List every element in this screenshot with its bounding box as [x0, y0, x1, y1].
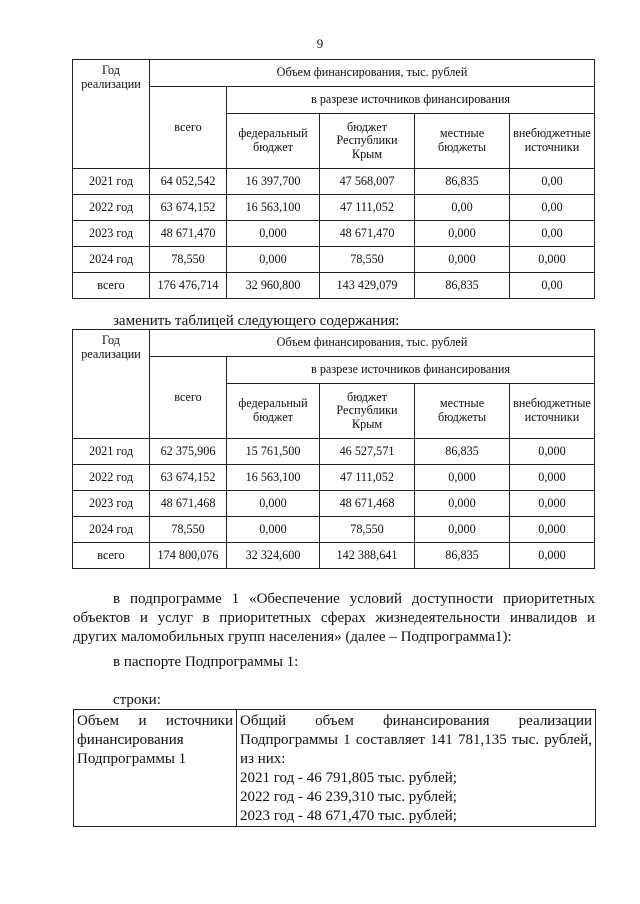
cell-total: 63 674,152 — [150, 465, 227, 491]
cell-local: 0,000 — [415, 221, 510, 247]
cell-crimea: 143 429,079 — [320, 273, 415, 299]
header-crimea: бюджет Республики Крым — [320, 114, 415, 169]
replace-instruction: заменить таблицей следующего содержания: — [113, 313, 400, 329]
cell-year: всего — [73, 273, 150, 299]
cell-crimea: 47 111,052 — [320, 195, 415, 221]
cell-federal: 32 960,800 — [227, 273, 320, 299]
header-total: всего — [150, 87, 227, 169]
table-row — [73, 195, 595, 221]
header-offbudget: внебюджетные источники — [510, 384, 595, 439]
cell-offbudget: 0,00 — [510, 273, 595, 299]
cell-local: 86,835 — [415, 273, 510, 299]
passport-heading: в паспорте Подпрограммы 1: — [113, 654, 299, 670]
subprogram-paragraph — [73, 590, 595, 647]
header-funding-volume: Объем финансирования, тыс. рублей — [150, 330, 595, 357]
cell-local: 86,835 — [415, 169, 510, 195]
header-year: Год реализации — [73, 60, 150, 169]
funding-table-old — [72, 59, 595, 299]
header-local: местные бюджеты — [415, 114, 510, 169]
cell-local: 86,835 — [415, 543, 510, 569]
passport-label-line: Объем и источники — [77, 713, 233, 729]
cell-federal: 0,000 — [227, 247, 320, 273]
cell-total: 78,550 — [150, 247, 227, 273]
cell-year: всего — [73, 543, 150, 569]
passport-value-cell — [237, 710, 596, 827]
table-row — [73, 517, 595, 543]
header-federal: федеральный бюджет — [227, 114, 320, 169]
cell-local: 0,000 — [415, 465, 510, 491]
cell-local: 0,000 — [415, 247, 510, 273]
cell-year: 2022 год — [73, 195, 150, 221]
table-row — [73, 491, 595, 517]
passport-label-cell — [74, 710, 237, 827]
passport-value-line: 2022 год - 46 239,310 тыс. рублей; — [240, 789, 457, 805]
table-row — [73, 439, 595, 465]
cell-total: 64 052,542 — [150, 169, 227, 195]
cell-federal: 15 761,500 — [227, 439, 320, 465]
cell-offbudget: 0,000 — [510, 465, 595, 491]
cell-year: 2023 год — [73, 491, 150, 517]
passport-value-line: 2021 год - 46 791,805 тыс. рублей; — [240, 770, 457, 786]
table-row — [73, 465, 595, 491]
header-local: местные бюджеты — [415, 384, 510, 439]
cell-crimea: 47 568,007 — [320, 169, 415, 195]
cell-offbudget: 0,000 — [510, 439, 595, 465]
cell-federal: 0,000 — [227, 221, 320, 247]
cell-offbudget: 0,000 — [510, 517, 595, 543]
header-offbudget: внебюджетные источники — [510, 114, 595, 169]
table-row — [73, 273, 595, 299]
passport-value-line: 2023 год - 48 671,470 тыс. рублей; — [240, 808, 457, 824]
cell-year: 2021 год — [73, 169, 150, 195]
subprogram-line: объектов и услуг в приоритетных сферах жизнедеятельности инвалидов и — [73, 610, 595, 626]
cell-offbudget: 0,000 — [510, 491, 595, 517]
cell-year: 2023 год — [73, 221, 150, 247]
cell-total: 62 375,906 — [150, 439, 227, 465]
cell-federal: 0,000 — [227, 491, 320, 517]
cell-year: 2021 год — [73, 439, 150, 465]
cell-crimea: 142 388,641 — [320, 543, 415, 569]
cell-local: 0,000 — [415, 517, 510, 543]
passport-value-line: из них: — [240, 751, 286, 767]
cell-year: 2024 год — [73, 247, 150, 273]
cell-crimea: 48 671,470 — [320, 221, 415, 247]
passport-label-line: финансирования — [77, 732, 184, 748]
cell-year: 2024 год — [73, 517, 150, 543]
cell-federal: 0,000 — [227, 517, 320, 543]
subprogram-line: в подпрограмме 1 «Обеспечение условий доступности приоритетных — [113, 591, 595, 607]
cell-offbudget: 0,00 — [510, 195, 595, 221]
cell-crimea: 47 111,052 — [320, 465, 415, 491]
cell-year: 2022 год — [73, 465, 150, 491]
table-row — [73, 247, 595, 273]
cell-total: 48 671,470 — [150, 221, 227, 247]
header-funding-volume: Объем финансирования, тыс. рублей — [150, 60, 595, 87]
cell-local: 0,000 — [415, 491, 510, 517]
header-year: Год реализации — [73, 330, 150, 439]
cell-crimea: 46 527,571 — [320, 439, 415, 465]
table-row — [73, 221, 595, 247]
cell-offbudget: 0,00 — [510, 169, 595, 195]
cell-federal: 16 563,100 — [227, 195, 320, 221]
cell-offbudget: 0,00 — [510, 221, 595, 247]
cell-offbudget: 0,000 — [510, 247, 595, 273]
funding-table-new — [72, 329, 595, 569]
table-row — [73, 543, 595, 569]
cell-total: 78,550 — [150, 517, 227, 543]
page-number: 9 — [316, 36, 324, 51]
cell-federal: 32 324,600 — [227, 543, 320, 569]
cell-total: 176 476,714 — [150, 273, 227, 299]
table-row — [73, 169, 595, 195]
passport-table — [73, 709, 596, 827]
cell-crimea: 78,550 — [320, 247, 415, 273]
cell-crimea: 78,550 — [320, 517, 415, 543]
cell-federal: 16 397,700 — [227, 169, 320, 195]
passport-value-line: Общий объем финансирования реализации — [240, 713, 592, 729]
header-by-sources: в разрезе источников финансирования — [227, 87, 595, 114]
cell-local: 86,835 — [415, 439, 510, 465]
cell-total: 63 674,152 — [150, 195, 227, 221]
passport-value-line: Подпрограммы 1 составляет 141 781,135 тыс. рублей, — [240, 732, 592, 748]
rows-heading: строки: — [113, 692, 161, 708]
header-federal: федеральный бюджет — [227, 384, 320, 439]
cell-total: 48 671,468 — [150, 491, 227, 517]
passport-label-line: Подпрограммы 1 — [77, 751, 187, 767]
cell-local: 0,00 — [415, 195, 510, 221]
cell-total: 174 800,076 — [150, 543, 227, 569]
header-crimea: бюджет Республики Крым — [320, 384, 415, 439]
cell-offbudget: 0,000 — [510, 543, 595, 569]
cell-federal: 16 563,100 — [227, 465, 320, 491]
header-by-sources: в разрезе источников финансирования — [227, 357, 595, 384]
cell-crimea: 48 671,468 — [320, 491, 415, 517]
subprogram-line: других маломобильных групп населения» (далее – Подпрограмма1): — [73, 629, 512, 645]
header-total: всего — [150, 357, 227, 439]
